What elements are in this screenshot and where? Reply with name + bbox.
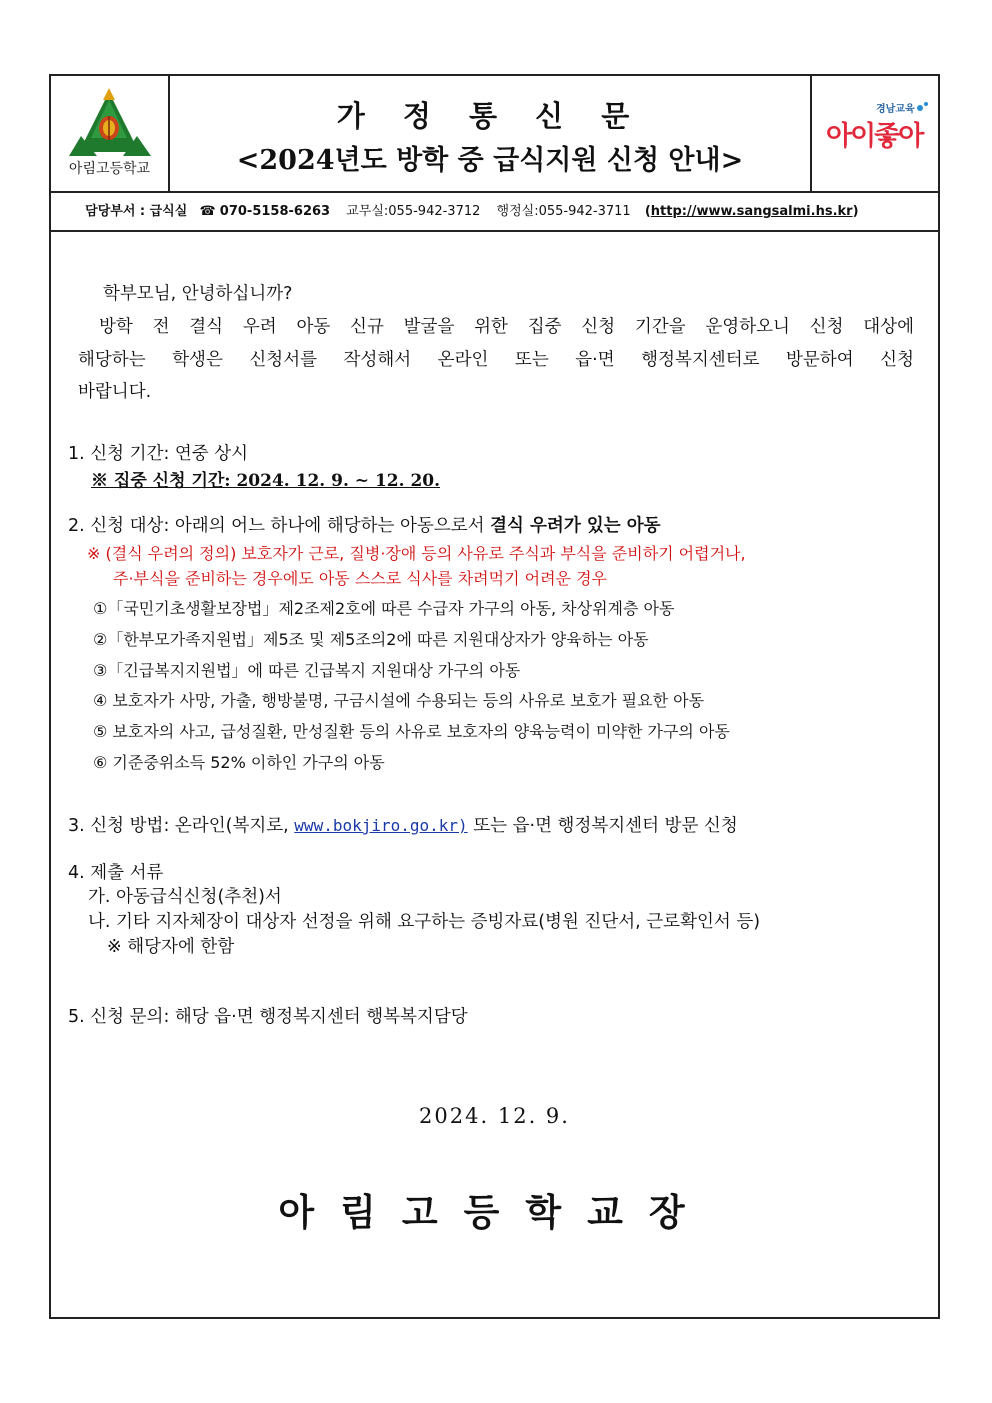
- eligibility-item-4: ④ 보호자가 사망, 가출, 행방불명, 구금시설에 수용되는 등의 사유로 보호가 필요한 아동: [93, 691, 705, 710]
- section-2-heading: [68, 512, 661, 537]
- section-4-heading: 4. 제출 서류: [68, 863, 164, 883]
- section-5-heading: 5. 신청 문의: 해당 읍·면 행정복지센터 행복복지담당: [68, 1007, 468, 1027]
- greeting: 학부모님, 안녕하십니까?: [103, 284, 293, 304]
- page-subtitle: <2024년도 방학 중 급식지원 신청 안내>: [236, 145, 744, 176]
- school-emblem-icon: [51, 80, 168, 160]
- definition-note-line-1: ※ (결식 우려의 정의) 보호자가 근로, 질병·장애 등의 사유로 주식과 부식을 준비하기 어렵거나,: [87, 544, 746, 563]
- school-logo-cell: [51, 76, 170, 191]
- section-2-heading-prefix: 2. 신청 대상: 아래의 어느 하나에 해당하는 아동으로서: [68, 516, 491, 536]
- eligibility-item-1: ①「국민기초생활보장법」제2조제2호에 따른 수급자 가구의 아동, 차상위계층 아동: [93, 599, 675, 618]
- water-drop-icon: [912, 98, 932, 118]
- section-3-heading: [68, 812, 738, 837]
- eligibility-item-3: ③「긴급복지지원법」에 따른 긴급복지 지원대상 가구의 아동: [93, 661, 521, 680]
- definition-note-line-2: 주·부식을 준비하는 경우에도 아동 스스로 식사를 차려먹기 어려운 경우: [113, 569, 607, 588]
- eligibility-item-6: ⑥ 기준중위소득 52% 이하인 가구의 아동: [93, 753, 385, 772]
- section-2-heading-bold: 결식 우려가 있는 아동: [490, 516, 661, 536]
- phone-number: 070-5158-6263: [219, 204, 331, 219]
- url-open-paren: (: [644, 204, 651, 219]
- brand-logo-cell: [810, 76, 940, 191]
- brand-main-text: 아이좋아: [826, 121, 923, 152]
- notice-frame: [49, 74, 940, 1319]
- section-3-heading-prefix: 3. 신청 방법: 온라인(복지로,: [68, 816, 295, 836]
- dept-label: 담당부서 : 급식실: [85, 204, 188, 219]
- intro-line-2: 해당하는 학생은 신청서를 작성해서 온라인 또는 읍·면 행정복지센터로 방문하여 신청: [78, 350, 914, 370]
- section-3-heading-suffix: 또는 읍·면 행정복지센터 방문 신청: [467, 816, 738, 836]
- school-name: 아림고등학교: [68, 161, 151, 177]
- section-1-note: ※ 집중 신청 기간: 2024. 12. 9. ~ 12. 20.: [91, 471, 441, 491]
- eligibility-item-5: ⑤ 보호자의 사고, 급성질환, 만성질환 등의 사유로 보호자의 양육능력이 미약한 가구의 아동: [93, 722, 730, 741]
- section-1-heading: 1. 신청 기간: 연중 상시: [68, 444, 249, 464]
- staff-room-phone: 교무실:055-942-3712: [346, 204, 481, 219]
- eligibility-item-2: ②「한부모가족지원법」제5조 및 제5조의2에 따른 지원대상자가 양육하는 아동: [93, 630, 649, 649]
- header: [51, 76, 938, 193]
- document-item-b: 나. 기타 지자체장이 대상자 선정을 위해 요구하는 증빙자료(병원 진단서, 근로확인서 등): [88, 912, 761, 932]
- principal-signature: 아림고등학교장: [278, 1190, 711, 1234]
- admin-room-phone: 행정실:055-942-3711: [496, 204, 631, 219]
- document-item-a: 가. 아동급식신청(추천)서: [88, 887, 282, 907]
- phone-icon: ☎: [199, 204, 216, 219]
- page-title: 가 정 통 신 문: [336, 99, 644, 133]
- school-website-link[interactable]: http://www.sangsalmi.hs.kr: [650, 204, 853, 219]
- contact-bar: [51, 193, 938, 232]
- bokjiro-link[interactable]: www.bokjiro.go.kr): [294, 816, 468, 835]
- url-close-paren: ): [852, 204, 859, 219]
- document-note: ※ 해당자에 한함: [107, 937, 235, 957]
- title-cell: [170, 76, 810, 191]
- issue-date: 2024. 12. 9.: [419, 1104, 570, 1128]
- intro-line-1: 방학 전 결식 우려 아동 신규 발굴을 위한 집중 신청 기간을 운영하오니 신청 대상에: [99, 317, 914, 337]
- brand-small-text: 경남교육: [876, 104, 915, 115]
- intro-line-3: 바랍니다.: [78, 382, 152, 402]
